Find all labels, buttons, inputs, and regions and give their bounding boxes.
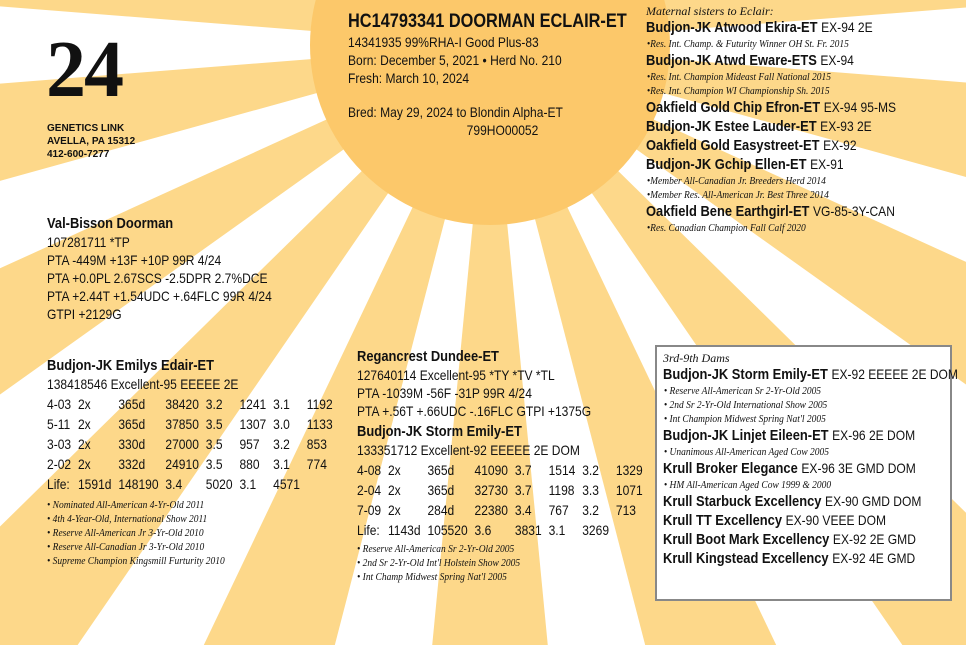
record-cell: 1514 [548,462,576,478]
record-row [47,414,340,434]
lifetime-row [47,474,340,494]
relative-classification: EX-96 3E GMD DOM [801,460,916,476]
second-dam-classification: 133351712 Excellent-92 EEEEE 2E DOM [357,442,580,458]
record-cell: 5-11 [47,416,71,432]
award-note: • Reserve All-American Sr 2-Yr-Old 2005 [357,543,515,555]
record-cell: 1133 [306,416,333,432]
record-cell: 7-09 [357,502,382,518]
relative-note: •Member All-Canadian Jr. Breeders Herd 2014 [646,175,826,187]
record-cell: 4-03 [47,396,72,412]
dam-block [47,356,340,568]
lifetime-cell: 148190 [118,476,159,492]
lifetime-cell: 1591d [77,476,112,492]
consignor-phone: 412-600-7277 [47,149,110,160]
relative-classification: EX-94 95-MS [823,99,897,115]
record-cell: 22380 [474,502,509,518]
lifetime-cell: 3269 [582,522,610,538]
relative-name: Budjon-JK Estee Lauder-ET [646,118,817,135]
record-cell: 2x [387,502,401,518]
award-note: • Reserve All-American Jr 3-Yr-Old 2010 [47,527,204,539]
record-row [357,480,650,500]
record-cell: 3.5 [205,436,223,452]
relative-entry [646,18,896,37]
record-cell: 1071 [615,482,643,498]
record-cell: 1307 [239,416,267,432]
relative-name: Krull Broker Elegance [663,460,798,477]
lifetime-cell: 3.1 [239,476,257,492]
relative-name: Krull Kingstead Excellency [663,550,829,567]
relative-name: Oakfield Bene Earthgirl-ET [646,203,810,220]
award-note: • 4th 4-Year-Old, International Show 2011 [47,513,208,525]
record-cell: 2-02 [47,456,72,472]
dam-name: Budjon-JK Emilys Edair-ET [47,357,215,374]
relative-entry [663,511,958,530]
relative-entry [663,492,958,511]
consignor-name: GENETICS LINK [47,123,125,134]
dam-records-table [47,394,340,494]
lifetime-cell: 3.4 [165,476,183,492]
relative-classification: EX-92 EEEEE 2E DOM [831,366,958,382]
relative-entry [646,202,896,221]
relative-entry [646,136,896,155]
animal-bred-line: Bred: May 29, 2024 to Blondin Alpha-ET [348,104,563,120]
award-note: • Supreme Champion Kingsmill Furturity 2010 [47,555,225,567]
lifetime-cell: 105520 [427,522,468,538]
record-cell: 37850 [165,416,199,432]
record-cell: 3.2 [273,436,290,452]
record-cell: 774 [306,456,327,472]
relative-entry [663,459,958,478]
relative-note: •Member Res. All-American Jr. Best Three 2014 [646,189,829,201]
sire-line: PTA +2.44T +1.54UDC +.64FLC 99R 4/24 [47,288,272,304]
record-cell: 3.7 [514,482,532,498]
relative-name: Budjon-JK Atwood Ekira-ET [646,19,818,36]
record-row [357,500,650,520]
relative-name: Oakfield Gold Chip Efron-ET [646,99,821,116]
award-note: • 2nd Sr 2-Yr-Old Int'l Holstein Show 2005 [357,557,521,569]
animal-header [348,11,627,139]
lifetime-cell: Life: [357,522,380,538]
record-cell: 32730 [474,482,509,498]
record-cell: 3.5 [205,416,223,432]
lifetime-cell: 1143d [387,522,421,538]
relative-note: • Reserve All-American Sr 2-Yr-Old 2005 [663,385,822,397]
relative-note: • Int Champion Midwest Spring Nat'l 2005 [663,413,826,425]
relative-note: • HM All-American Aged Cow 1999 & 2000 [663,479,832,491]
record-cell: 880 [239,456,260,472]
lifetime-cell: 4571 [273,476,300,492]
further-dams-box [655,345,958,601]
lifetime-cell: Life: [47,476,70,492]
relative-classification: EX-94 2E [821,19,873,35]
consignor-block [47,122,135,161]
dam-sire-line: PTA +.56T +.66UDC -.16FLC GTPI +1375G [357,403,592,419]
dam-sire-name: Regancrest Dundee-ET [357,348,499,365]
record-cell: 3.1 [273,456,290,472]
relative-classification: EX-90 VEEE DOM [785,512,886,528]
relative-name: Krull Starbuck Excellency [663,493,822,510]
record-cell: 3.2 [205,396,223,412]
record-cell: 713 [615,502,637,518]
record-cell: 2-04 [357,482,382,498]
record-cell: 1329 [615,462,643,478]
record-cell: 2x [77,396,91,412]
record-cell: 330d [118,436,146,452]
relative-classification: EX-92 4E GMD [832,550,916,566]
sire-line: PTA -449M +13F +10P 99R 4/24 [47,252,222,268]
relative-classification: EX-94 [820,52,854,68]
record-cell: 3.3 [582,482,599,498]
award-note: • Int Champ Midwest Spring Nat'l 2005 [357,571,507,583]
lot-number: 24 [46,26,122,114]
record-cell: 365d [118,396,146,412]
relative-entry [646,98,896,117]
record-cell: 2x [77,436,91,452]
record-row [47,434,340,454]
animal-born-line: Born: December 5, 2021 • Herd No. 210 [348,52,562,68]
relative-name: Budjon-JK Linjet Eileen-ET [663,427,829,444]
record-cell: 1192 [306,396,333,412]
record-cell: 853 [306,436,327,452]
record-cell: 38420 [165,396,199,412]
relative-entry [646,51,896,70]
relative-classification: EX-92 [823,137,857,153]
animal-name: HC14793341 DOORMAN ECLAIR-ET [348,11,627,32]
sire-line: 107281711 *TP [47,234,130,250]
record-cell: 3.4 [514,502,532,518]
animal-id-line: 14341935 99%RHA-I Good Plus-83 [348,34,539,50]
record-cell: 2x [77,456,91,472]
dam-sire-line: PTA -1039M -56F -31P 99R 4/24 [357,385,532,401]
relative-classification: EX-96 2E DOM [832,427,916,443]
maternal-sisters-header: Maternal sisters to Eclair: [646,4,774,18]
record-row [47,454,340,474]
award-note: • Nominated All-American 4-Yr-Old 2011 [47,499,205,511]
relative-classification: VG-85-3Y-CAN [813,203,895,219]
lifetime-cell: 5020 [205,476,233,492]
record-cell: 284d [427,502,455,518]
relative-name: Budjon-JK Storm Emily-ET [663,366,828,383]
record-cell: 3.0 [273,416,290,432]
relative-name: Oakfield Gold Easystreet-ET [646,137,820,154]
relative-classification: EX-90 GMD DOM [825,493,922,509]
record-cell: 27000 [165,436,199,452]
second-dam-name: Budjon-JK Storm Emily-ET [357,423,522,440]
relative-entry [663,426,958,445]
record-cell: 365d [427,482,455,498]
relative-note: •Res. Int. Champion Mideast Fall National 2015 [646,71,831,83]
relative-note: • 2nd Sr 2-Yr-Old International Show 2005 [663,399,828,411]
sire-block [47,214,272,323]
animal-bred-id: 799HO00052 [466,122,539,138]
relative-note: •Res. Int. Champion WI Championship Sh. 2015 [646,85,830,97]
record-cell: 1241 [239,396,267,412]
record-cell: 365d [118,416,146,432]
record-cell: 4-08 [357,462,382,478]
record-cell: 2x [77,416,91,432]
further-dams-header: 3rd-9th Dams [663,351,730,365]
animal-fresh-line: Fresh: March 10, 2024 [348,70,470,86]
lifetime-cell: 3.6 [474,522,492,538]
relative-name: Krull Boot Mark Excellency [663,531,830,548]
record-row [47,394,340,414]
relative-note: •Res. Int. Champ. & Futurity Winner OH St. Fr. 2015 [646,38,849,50]
record-cell: 3.2 [582,502,599,518]
relative-classification: EX-93 2E [820,118,872,134]
record-row [357,460,650,480]
dam-classification: 138418546 Excellent-95 EEEEE 2E [47,376,239,392]
consignor-city: AVELLA, PA 15312 [47,136,136,147]
relative-name: Krull TT Excellency [663,512,783,529]
relative-entry [646,155,896,174]
record-cell: 3.2 [582,462,599,478]
record-cell: 332d [118,456,146,472]
relative-entry [663,549,958,568]
record-cell: 3.1 [273,396,290,412]
relative-note: •Res. Canadian Champion Fall Calf 2020 [646,222,806,234]
lifetime-cell: 3831 [514,522,542,538]
second-dam-records-table [357,460,650,540]
record-cell: 2x [387,482,401,498]
record-cell: 3.5 [205,456,223,472]
record-cell: 957 [239,436,260,452]
dam-sire-block [357,347,650,584]
relative-classification: EX-92 2E GMD [832,531,916,547]
relative-classification: EX-91 [810,156,844,172]
relative-entry [646,117,896,136]
record-cell: 1198 [548,482,575,498]
relative-name: Budjon-JK Atwd Eware-ETS [646,52,817,69]
relative-entry [663,365,958,384]
record-cell: 3.7 [514,462,532,478]
sire-name: Val-Bisson Doorman [47,215,174,232]
sire-line: PTA +0.0PL 2.67SCS -2.5DPR 2.7%DCE [47,270,268,286]
record-cell: 24910 [165,456,199,472]
dam-sire-line: 127640114 Excellent-95 *TY *TV *TL [357,367,555,383]
sire-line: GTPI +2129G [47,306,122,322]
maternal-sisters-block [646,4,937,235]
lifetime-row [357,520,650,540]
relative-name: Budjon-JK Gchip Ellen-ET [646,156,807,173]
award-note: • Reserve All-Canadian Jr 3-Yr-Old 2010 [47,541,205,553]
relative-note: • Unanimous All-American Aged Cow 2005 [663,446,829,458]
record-cell: 365d [427,462,455,478]
record-cell: 767 [548,502,569,518]
lifetime-cell: 3.1 [548,522,566,538]
record-cell: 3-03 [47,436,72,452]
record-cell: 2x [387,462,401,478]
relative-entry [663,530,958,549]
record-cell: 41090 [474,462,509,478]
